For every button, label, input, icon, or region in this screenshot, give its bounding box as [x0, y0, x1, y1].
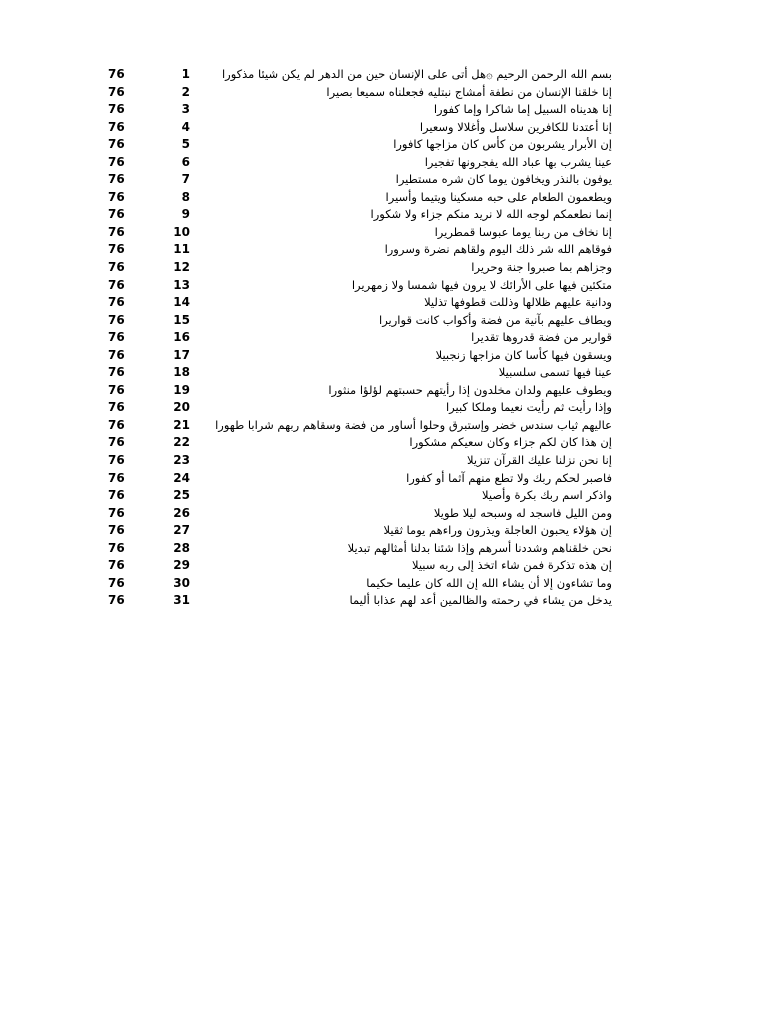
sura-number: 76 [108, 330, 125, 345]
verse-table [0, 66, 768, 610]
verse-text: ويطعمون الطعام على حبه مسكينا ويتيما وأسيرا [385, 189, 612, 204]
sura-number: 76 [108, 453, 125, 468]
verse-number: 31 [173, 593, 190, 608]
table-row [0, 154, 768, 172]
table-row [0, 364, 768, 382]
sura-number: 76 [108, 417, 125, 432]
sura-number: 76 [108, 295, 125, 310]
table-row [0, 329, 768, 347]
verse-number: 27 [173, 523, 190, 538]
table-row [0, 592, 768, 610]
verse-text: إنا نخاف من ربنا يوما عبوسا قمطريرا [434, 224, 612, 239]
sura-number: 76 [108, 312, 125, 327]
verse-number: 26 [173, 505, 190, 520]
verse-text: قوارير من فضة قدروها تقديرا [471, 330, 612, 345]
table-row [0, 136, 768, 154]
sura-number: 76 [108, 260, 125, 275]
verse-text: يدخل من يشاء في رحمته والظالمين أعد لهم عذابا أليما [349, 593, 612, 608]
sura-number: 76 [108, 137, 125, 152]
verse-number: 14 [173, 295, 190, 310]
verse-text: وإذا رأيت ثم رأيت نعيما وملكا كبيرا [445, 400, 612, 415]
sura-number: 76 [108, 365, 125, 380]
verse-number: 25 [173, 488, 190, 503]
table-row [0, 347, 768, 365]
sura-number: 76 [108, 593, 125, 608]
sura-number: 76 [108, 575, 125, 590]
table-row [0, 452, 768, 470]
verse-number: 6 [181, 154, 190, 169]
table-row [0, 487, 768, 505]
table-row [0, 241, 768, 259]
verse-text: عينا فيها تسمى سلسبيلا [498, 365, 612, 380]
verse-number: 12 [173, 260, 190, 275]
sura-number: 76 [108, 347, 125, 362]
table-row [0, 101, 768, 119]
table-row [0, 119, 768, 137]
verse-number: 3 [181, 102, 190, 117]
sura-number: 76 [108, 382, 125, 397]
verse-text: إن هؤلاء يحبون العاجلة ويذرون وراءهم يوما ثقيلا [383, 523, 612, 538]
table-row [0, 66, 768, 84]
verse-number: 17 [173, 347, 190, 362]
sura-number: 76 [108, 224, 125, 239]
verse-text: ودانية عليهم ظلالها وذللت قطوفها تذليلا [424, 295, 612, 310]
table-row [0, 189, 768, 207]
verse-number: 28 [173, 540, 190, 555]
verse-number: 19 [173, 382, 190, 397]
verse-number: 21 [173, 417, 190, 432]
verse-number: 5 [181, 137, 190, 152]
verse-number: 2 [181, 84, 190, 99]
table-row [0, 540, 768, 558]
sura-number: 76 [108, 84, 125, 99]
sura-number: 76 [108, 435, 125, 450]
verse-number: 20 [173, 400, 190, 415]
verse-number: 30 [173, 575, 190, 590]
sura-number: 76 [108, 154, 125, 169]
verse-text: إن هذا كان لكم جزاء وكان سعيكم مشكورا [409, 435, 612, 450]
table-row [0, 277, 768, 295]
verse-text: إنما نطعمكم لوجه الله لا نريد منكم جزاء ولا شكورا [370, 207, 612, 222]
verse-text: فوقاهم الله شر ذلك اليوم ولقاهم نضرة وسرورا [384, 242, 612, 257]
verse-number: 1 [181, 67, 190, 81]
table-row [0, 575, 768, 593]
sura-number: 76 [108, 558, 125, 573]
verse-number: 23 [173, 453, 190, 468]
verse-text: عينا يشرب بها عباد الله يفجرونها تفجيرا [424, 154, 612, 169]
sura-number: 76 [108, 505, 125, 520]
sura-number: 76 [108, 172, 125, 187]
verse-number: 22 [173, 435, 190, 450]
verse-text: عاليهم ثياب سندس خضر وإستبرق وحلوا أساور من فضة وسقاهم ربهم شرابا طهورا [215, 417, 612, 432]
verse-text: وجزاهم بما صبروا جنة وحريرا [471, 260, 612, 275]
sura-number: 76 [108, 207, 125, 222]
sura-number: 76 [108, 523, 125, 538]
verse-text: متكئين فيها على الأرائك لا يرون فيها شمسا ولا زمهريرا [351, 277, 612, 292]
verse-number: 29 [173, 558, 190, 573]
sura-number: 76 [108, 67, 125, 81]
sura-number: 76 [108, 102, 125, 117]
verse-text: نحن خلقناهم وشددنا أسرهم وإذا شئنا بدلنا أمثالهم تبديلا [347, 540, 612, 555]
table-row [0, 399, 768, 417]
verse-text: إنا نحن نزلنا عليك القرآن تنزيلا [467, 453, 612, 468]
verse-number: 13 [173, 277, 190, 292]
sura-number: 76 [108, 540, 125, 555]
verse-text: يوفون بالنذر ويخافون يوما كان شره مستطيرا [395, 172, 612, 187]
table-row [0, 171, 768, 189]
sura-number: 76 [108, 400, 125, 415]
verse-text: وما تشاءون إلا أن يشاء الله إن الله كان عليما حكيما [366, 575, 612, 590]
verse-text: إنا خلقنا الإنسان من نطفة أمشاج نبتليه فجعلناه سميعا بصيرا [326, 84, 612, 99]
verse-number: 8 [181, 189, 190, 204]
verse-text: بسم الله الرحمن الرحيم ۞هل أتى على الإنسان حين من الدهر لم يكن شيئا مذكورا [221, 67, 612, 81]
table-row [0, 434, 768, 452]
table-row [0, 522, 768, 540]
verse-number: 10 [173, 224, 190, 239]
sura-number: 76 [108, 488, 125, 503]
verse-text: ومن الليل فاسجد له وسبحه ليلا طويلا [433, 505, 612, 520]
table-row [0, 470, 768, 488]
table-row [0, 84, 768, 102]
sura-number: 76 [108, 189, 125, 204]
table-row [0, 417, 768, 435]
table-row [0, 505, 768, 523]
verse-text: إن الأبرار يشربون من كأس كان مزاجها كافورا [393, 137, 612, 152]
verse-number: 4 [181, 119, 190, 134]
table-row [0, 259, 768, 277]
sura-number: 76 [108, 470, 125, 485]
verse-number: 16 [173, 330, 190, 345]
verse-text: فاصبر لحكم ربك ولا تطع منهم آثما أو كفورا [406, 470, 612, 485]
table-row [0, 224, 768, 242]
verse-text: ويطاف عليهم بآنية من فضة وأكواب كانت قواريرا [379, 312, 612, 327]
verse-number: 24 [173, 470, 190, 485]
sura-number: 76 [108, 119, 125, 134]
table-row [0, 206, 768, 224]
verse-text: ويطوف عليهم ولدان مخلدون إذا رأيتهم حسبتهم لؤلؤا منثورا [328, 382, 612, 397]
table-row [0, 312, 768, 330]
sura-number: 76 [108, 242, 125, 257]
verse-text: إنا أعتدنا للكافرين سلاسل وأغلالا وسعيرا [419, 119, 612, 134]
verse-text: واذكر اسم ربك بكرة وأصيلا [481, 488, 612, 503]
verse-text: إنا هديناه السبيل إما شاكرا وإما كفورا [433, 102, 612, 117]
verse-number: 11 [173, 242, 190, 257]
verse-text: ويسقون فيها كأسا كان مزاجها زنجبيلا [435, 347, 612, 362]
sura-number: 76 [108, 277, 125, 292]
table-row [0, 294, 768, 312]
table-row [0, 557, 768, 575]
verse-number: 15 [173, 312, 190, 327]
verse-text: إن هذه تذكرة فمن شاء اتخذ إلى ربه سبيلا [411, 558, 612, 573]
verse-number: 9 [181, 207, 190, 222]
verse-number: 18 [173, 365, 190, 380]
verse-number: 7 [181, 172, 190, 187]
table-row [0, 382, 768, 400]
